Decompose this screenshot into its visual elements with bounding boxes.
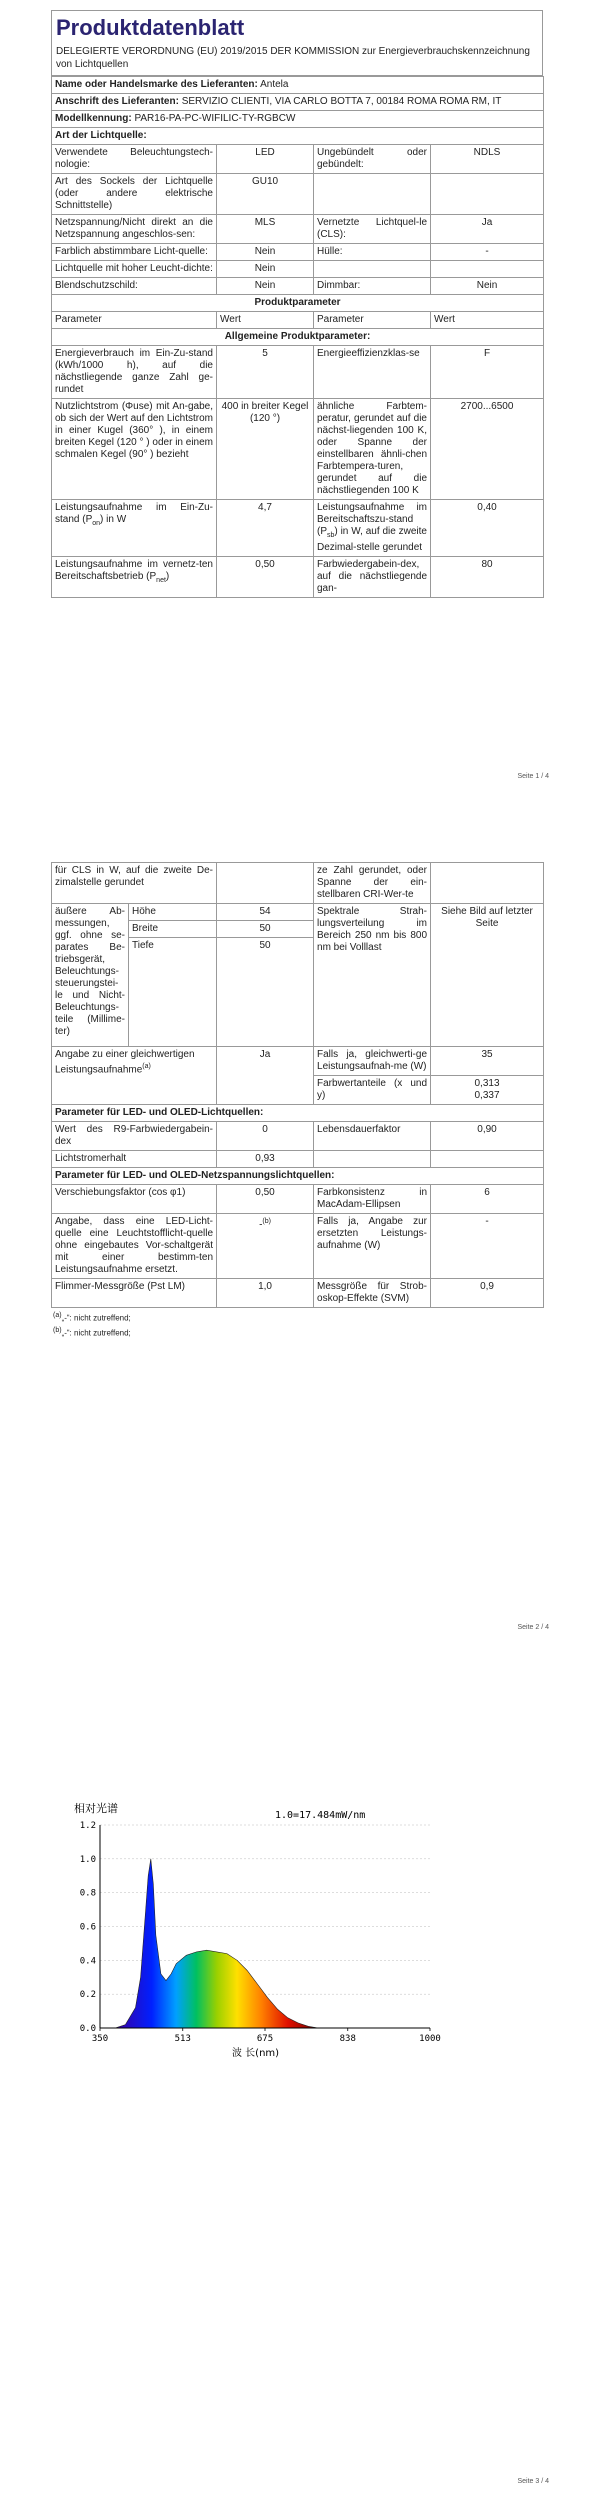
y-tick-label: 0.4 xyxy=(79,1956,96,1967)
dimension-row: Breite 50 xyxy=(52,921,544,938)
param-row: Farbwertanteile (x und y) 0,313 0,337 xyxy=(52,1076,544,1105)
footnote-a: $^{(a)}$„-“: nicht zutreffend; xyxy=(53,1312,131,1323)
x-tick-label: 513 xyxy=(174,2034,191,2044)
param-row: Flimmer-Messgröße (Pst LM) 1,0 Messgröße für Strob-oskop-Effekte (SVM) 0,9 xyxy=(52,1279,544,1308)
model-value: PAR16-PA-PC-WIFILIC-TY-RGBCW xyxy=(134,113,296,124)
param-row: Verschiebungsfaktor (cos φ1) 0,50 Farbkonsistenz in MacAdam-Ellipsen 6 xyxy=(52,1185,544,1214)
mains-heading: Parameter für LED- und OLED-Netzspannungslichtquellen: xyxy=(52,1168,544,1185)
type-row: Netzspannung/Nicht direkt an die Netzspannung angeschlos-sen: MLS Vernetzte Lichtquel-le (CLS): Ja xyxy=(52,215,544,244)
type-row: Lichtquelle mit hoher Leucht-dichte: Nein xyxy=(52,261,544,278)
x-tick-label: 350 xyxy=(91,2034,109,2044)
x-tick-label: 675 xyxy=(256,2034,274,2044)
x-tick-label: 838 xyxy=(339,2034,356,2044)
page-3 xyxy=(0,1760,591,2510)
y-tick-label: 1.0 xyxy=(79,1854,96,1865)
width-value: 50 xyxy=(217,921,314,938)
spectral-value: Siehe Bild auf letzter Seite xyxy=(431,904,544,1047)
y-tick-label: 1.2 xyxy=(79,1821,96,1831)
y-tick-label: 0.6 xyxy=(79,1922,96,1933)
datasheet-page-1 xyxy=(51,10,543,598)
dimension-row: Tiefe 50 xyxy=(52,938,544,1047)
y-axis-label: 相对光谱 xyxy=(74,1802,118,1815)
param-row: Nutzlichtstrom (Φuse) mit An-gabe, ob sich der Wert auf den Lichtstrom in einer Kugel (360° ), in einem breiten Kegel (120 ° ) oder in einem schmalen Kegel (90° ) bezieht 400 in breiter Kegel (120 °) ähnliche Farbtem-peratur, gerundet auf die nächst-liegenden 100 K, oder Spanne der einstellbaren ähnli-chen Farbtempera-turen, gerundet auf die nächstliegenden 100 K 2700...6500 xyxy=(52,399,544,500)
param-row: Wert des R9-Farbwiedergabein-dex 0 Lebensdauerfaktor 0,90 xyxy=(52,1122,544,1151)
address-row: Anschrift des Lieferanten: SERVIZIO CLIENTI, VIA CARLO BOTTA 7, 00184 ROMA ROMA RM, IT xyxy=(52,94,544,111)
type-heading: Art der Lichtquelle: xyxy=(52,128,544,145)
param-row: Angabe zu einer gleichwertigen Leistungsaufnahme$^{(a)}$ Ja Falls ja, gleichwerti-ge Leistungsaufnah-me (W) 35 xyxy=(52,1047,544,1076)
param-row: Lichtstromerhalt 0,93 xyxy=(52,1151,544,1168)
chart-title: 1.0=17.484mW/nm xyxy=(275,1810,366,1821)
page-2 xyxy=(0,848,591,1648)
params-heading: Produktparameter xyxy=(52,295,544,312)
dimensions-label: äußere Ab-messungen, ggf. ohne se-parates Be-triebsgerät, Beleuchtungs-steuerungstei-le und Nicht-Beleuchtungs-teile (Millime-ter) xyxy=(52,904,129,1047)
page-number: Seite 3 / 4 xyxy=(517,2478,549,2485)
params-header-row: Parameter Wert Parameter Wert xyxy=(52,312,544,329)
brand-value: Antela xyxy=(260,79,289,90)
height-value: 54 xyxy=(217,904,314,921)
y-tick-label: 0.8 xyxy=(79,1888,96,1899)
x-tick-label: 1000 xyxy=(419,2034,441,2044)
y-tick-label: 0.2 xyxy=(79,1990,96,2001)
supplier-table xyxy=(51,76,544,598)
footnote-b: $^{(b)}$„-“: nicht zutreffend; xyxy=(53,1326,131,1338)
param-row: Leistungsaufnahme im vernetz-ten Bereitschaftsbetrieb $(P_{net})$ 0,50 Farbwiedergabein-dex, auf die nächstliegende gan- 80 xyxy=(52,557,544,598)
spectrum-chart xyxy=(60,1800,460,2060)
param-row: Energieverbrauch im Ein-Zu-stand (kWh/1000 h), auf die nächstliegende ganze Zahl ge-rundet 5 Energieeffizienzklas-se F xyxy=(52,346,544,399)
brand-row: Name oder Handelsmarke des Lieferanten: Antela xyxy=(52,77,544,94)
depth-value: 50 xyxy=(217,938,314,1047)
intro-text: DELEGIERTE VERORDNUNG (EU) 2019/2015 DER KOMMISSION zur Energieverbrauchskennzeichnung von Lichtquellen xyxy=(51,43,543,76)
page-number: Seite 1 / 4 xyxy=(517,773,549,780)
page-number: Seite 2 / 4 xyxy=(517,1624,549,1631)
datasheet-page-2 xyxy=(51,862,543,1339)
type-row: Farblich abstimmbare Licht-quelle: Nein Hülle: - xyxy=(52,244,544,261)
address-value: SERVIZIO CLIENTI, VIA CARLO BOTTA 7, 00184 ROMA ROMA RM, IT xyxy=(181,96,502,107)
page-1 xyxy=(0,0,591,790)
type-row: Verwendete Beleuchtungstech-nologie: LED Ungebündelt oder gebündelt: NDLS xyxy=(52,145,544,174)
param-row: Angabe, dass eine LED-Licht-quelle eine Leuchtstofflicht-quelle ohne eingebautes Vor-schaltgerät mit einer bestimm-ten Leistungsaufnahme ersetzt. -$^{(b)}$ Falls ja, Angabe zur ersetzten Leistungs-aufnahme (W) - xyxy=(52,1214,544,1279)
page-title: Produktdatenblatt xyxy=(51,10,543,43)
type-row: Art des Sockels der Lichtquelle (oder andere elektrische Schnittstelle) GU10 xyxy=(52,174,544,215)
params-table-continued xyxy=(51,862,544,1308)
param-row: für CLS in W, auf die zweite De-zimalstelle gerundet ze Zahl gerundet, oder Spanne der ein-stellbaren CRI-Wer-te xyxy=(52,863,544,904)
led-heading: Parameter für LED- und OLED-Lichtquellen: xyxy=(52,1105,544,1122)
dimension-row: äußere Ab-messungen, ggf. ohne se-parates Be-triebsgerät, Beleuchtungs-steuerungstei-le und Nicht-Beleuchtungs-teile (Millime-ter) Höhe 54 Spektrale Strah-lungsverteilung im Bereich 250 nm bis 800 nm bei Volllast Siehe Bild auf letzter Seite xyxy=(52,904,544,921)
y-tick-label: 0.0 xyxy=(79,2024,96,2034)
x-axis-label: 波 长(nm) xyxy=(232,2048,280,2059)
model-row: Modellkennung: PAR16-PA-PC-WIFILIC-TY-RGBCW xyxy=(52,111,544,128)
type-row: Blendschutzschild: Nein Dimmbar: Nein xyxy=(52,278,544,295)
general-heading: Allgemeine Produktparameter: xyxy=(52,329,544,346)
spectrum-area xyxy=(115,1859,318,2028)
param-row: Leistungsaufnahme im Ein-Zu-stand $(P_{on})$ in W 4,7 Leistungsaufnahme im Bereitschaftszu-stand $(P_{sb})$ in W, auf die zweite Dezimal-stelle gerundet 0,40 xyxy=(52,500,544,557)
